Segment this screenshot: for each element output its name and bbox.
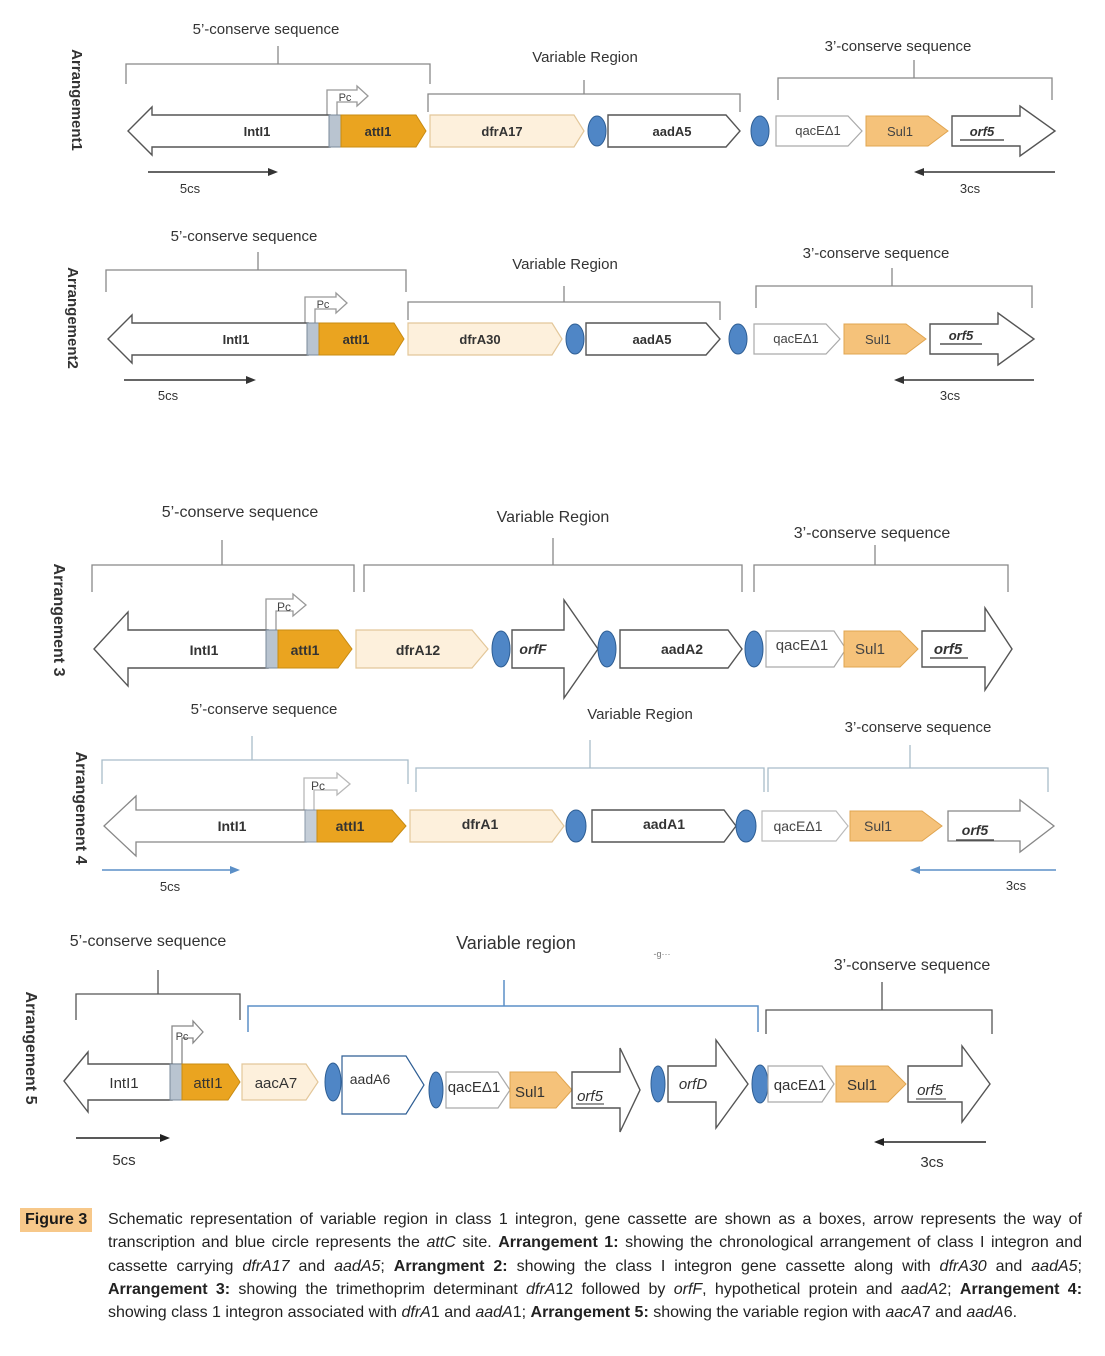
three-prime-bracket xyxy=(768,745,1048,792)
three-cs-label: 3cs xyxy=(959,181,981,196)
three-prime-bracket xyxy=(754,545,1008,592)
attC-site xyxy=(429,1072,443,1108)
gene-label: attI1 xyxy=(193,1075,223,1092)
pc-box xyxy=(266,630,278,668)
pc-label: Pc xyxy=(316,299,330,311)
gene-label: dfrA17 xyxy=(481,124,523,139)
figure-caption xyxy=(20,1208,1082,1324)
three-prime-label: 3’-conserve sequence xyxy=(793,525,951,542)
five-cs-arrowhead xyxy=(268,168,278,176)
gene-label: qacEΔ1 xyxy=(447,1079,501,1096)
gene-label: attI1 xyxy=(364,124,392,139)
gene-label: dfrA1 xyxy=(461,816,499,832)
variable-bracket xyxy=(416,740,764,792)
arrangement-title: Arrangement1 xyxy=(68,49,85,151)
pc-box xyxy=(329,115,341,147)
gene-label: aadA6 xyxy=(349,1071,391,1087)
gene-label: qacEΔ1 xyxy=(773,818,823,834)
variable-region-label: Variable Region xyxy=(512,256,618,273)
variable-region-label: Variable Region xyxy=(532,49,638,66)
five-cs-label: 5cs xyxy=(159,879,181,894)
gene-label: orf5 xyxy=(917,1082,943,1099)
gene-label: Sul1 xyxy=(854,641,886,658)
gene-label: Sul1 xyxy=(846,1077,878,1094)
gene-label: orf5 xyxy=(577,1088,603,1105)
figure-label: Figure 3 xyxy=(20,1208,92,1232)
gene-label: aacA7 xyxy=(254,1075,298,1092)
gene-label: orf5 xyxy=(969,124,995,139)
gene-label: IntI1 xyxy=(189,642,219,658)
three-prime-label: 3’-conserve sequence xyxy=(833,957,991,974)
three-cs-label: 3cs xyxy=(1005,878,1027,893)
five-prime-label: 5’-conserve sequence xyxy=(170,228,318,245)
attC-site xyxy=(752,1065,768,1103)
attC-site xyxy=(325,1063,341,1101)
caption-text: Schematic representation of variable region in class 1 integron, gene cassette are shown as a boxes, arrow represents the way of transcription and blue circle represents the attC site. Arrangement 1: showing the chronological arrangement of class I integron and cassette carrying dfrA17 and aadA5; Arrangment 2: showing the class I integron gene cassette along with dfrA30 and aadA5; Arrangement 3: showing the trimethoprim determinant dfrA12 followed by orfF, hypothetical protein and aadA2; Arrangement 4: showing class 1 integron associated with dfrA1 and aadA1; Arrangement 5: showing the variable region with aacA7 and aadA6. xyxy=(108,1211,1083,1322)
pc-label: Pc xyxy=(338,92,352,104)
pc-label: Pc xyxy=(310,779,326,793)
gene-label: Sul1 xyxy=(864,332,892,347)
attC-site xyxy=(566,324,584,354)
attC-site xyxy=(745,631,763,667)
gene-label: dfrA30 xyxy=(459,332,501,347)
gene-label: qacEΔ1 xyxy=(773,331,819,346)
attC-site xyxy=(651,1066,665,1102)
intI1-gene xyxy=(128,107,330,155)
gene-label: orfD xyxy=(678,1076,708,1093)
arrangement-title: Arrangement2 xyxy=(64,267,81,369)
five-prime-label: 5’-conserve sequence xyxy=(69,933,227,950)
attC-site xyxy=(566,810,586,842)
gene-label: qacEΔ1 xyxy=(775,637,829,654)
variable-bracket xyxy=(364,538,742,592)
three-cs-label: 3cs xyxy=(939,388,961,403)
gene-label: aadA2 xyxy=(660,641,704,657)
three-cs-arrowhead xyxy=(914,168,924,176)
three-prime-bracket xyxy=(778,60,1052,100)
intI1-gene xyxy=(104,796,306,856)
gene-label: qacEΔ1 xyxy=(773,1077,827,1094)
gene-label: Sul1 xyxy=(863,818,893,834)
attC-site xyxy=(751,116,769,146)
three-cs-label: 3cs xyxy=(920,1154,944,1171)
gene-label: attI1 xyxy=(342,332,370,347)
gene-label: IntI1 xyxy=(222,332,250,347)
gene-label: IntI1 xyxy=(217,818,247,834)
arrangement-title: Arrangement 3 xyxy=(50,563,67,677)
three-prime-bracket xyxy=(756,268,1032,308)
five-prime-bracket xyxy=(126,46,430,84)
gene-label: aadA1 xyxy=(642,816,686,832)
gene-label: attI1 xyxy=(290,642,320,658)
five-cs-label: 5cs xyxy=(157,388,179,403)
variable-region-label: Variable Region xyxy=(496,509,610,526)
three-cs-arrowhead xyxy=(910,866,920,874)
gene-label: orf5 xyxy=(948,328,974,343)
five-prime-bracket xyxy=(102,736,408,784)
gene-label: qacEΔ1 xyxy=(795,123,841,138)
gene-label: IntI1 xyxy=(243,124,271,139)
gene-label: attI1 xyxy=(335,818,365,834)
variable-bracket xyxy=(248,980,758,1032)
arrangement-3 xyxy=(50,504,1012,698)
five-cs-arrowhead xyxy=(230,866,240,874)
five-prime-bracket xyxy=(76,970,240,1020)
five-cs-label: 5cs xyxy=(112,1152,136,1169)
pc-box xyxy=(305,810,317,842)
three-cs-arrowhead xyxy=(874,1138,884,1146)
five-prime-label: 5’-conserve sequence xyxy=(161,504,319,521)
stray-mark: -g··· xyxy=(653,949,671,959)
arrangement-title: Arrangement 5 xyxy=(22,991,39,1105)
gene-label: Sul1 xyxy=(886,124,914,139)
five-prime-bracket xyxy=(106,252,406,292)
three-prime-label: 3’-conserve sequence xyxy=(824,38,972,55)
five-cs-label: 5cs xyxy=(179,181,201,196)
five-prime-label: 5’-conserve sequence xyxy=(192,21,340,38)
attC-site xyxy=(492,631,510,667)
gene-label: orfF xyxy=(519,641,547,657)
three-cs-arrowhead xyxy=(894,376,904,384)
variable-region-label: Variable Region xyxy=(587,706,693,723)
gene-label: aadA5 xyxy=(652,124,692,139)
variable-bracket xyxy=(428,80,740,112)
pc-label: Pc xyxy=(276,600,292,614)
pc-box xyxy=(170,1064,182,1100)
five-prime-label: 5’-conserve sequence xyxy=(190,701,338,718)
intI1-gene xyxy=(108,315,308,363)
pc-label: Pc xyxy=(175,1031,189,1043)
intI1-gene xyxy=(94,612,268,686)
attC-site xyxy=(736,810,756,842)
pc-box xyxy=(307,323,319,355)
five-cs-arrowhead xyxy=(246,376,256,384)
arrangement-title: Arrangement 4 xyxy=(72,751,89,865)
arrangement-5 xyxy=(22,933,992,1171)
orf5-gene xyxy=(930,313,1034,365)
three-prime-label: 3’-conserve sequence xyxy=(802,245,950,262)
five-prime-bracket xyxy=(92,540,354,592)
gene-label: orf5 xyxy=(961,822,989,838)
arrangement-2 xyxy=(64,228,1034,403)
gene-label: aadA5 xyxy=(632,332,672,347)
gene-label: IntI1 xyxy=(109,1075,139,1092)
arrangement-4 xyxy=(72,701,1056,894)
variable-region-label: Variable region xyxy=(456,933,576,953)
variable-bracket xyxy=(408,286,720,320)
gene-label: Sul1 xyxy=(514,1084,546,1101)
gene-label: dfrA12 xyxy=(395,642,441,658)
three-prime-label: 3’-conserve sequence xyxy=(844,719,992,736)
arrangement-1 xyxy=(68,21,1055,196)
five-cs-arrowhead xyxy=(160,1134,170,1142)
attC-site xyxy=(588,116,606,146)
attC-site xyxy=(598,631,616,667)
attC-site xyxy=(729,324,747,354)
gene-label: orf5 xyxy=(933,641,963,658)
orf5-gene xyxy=(952,106,1055,156)
three-prime-bracket xyxy=(766,982,992,1034)
